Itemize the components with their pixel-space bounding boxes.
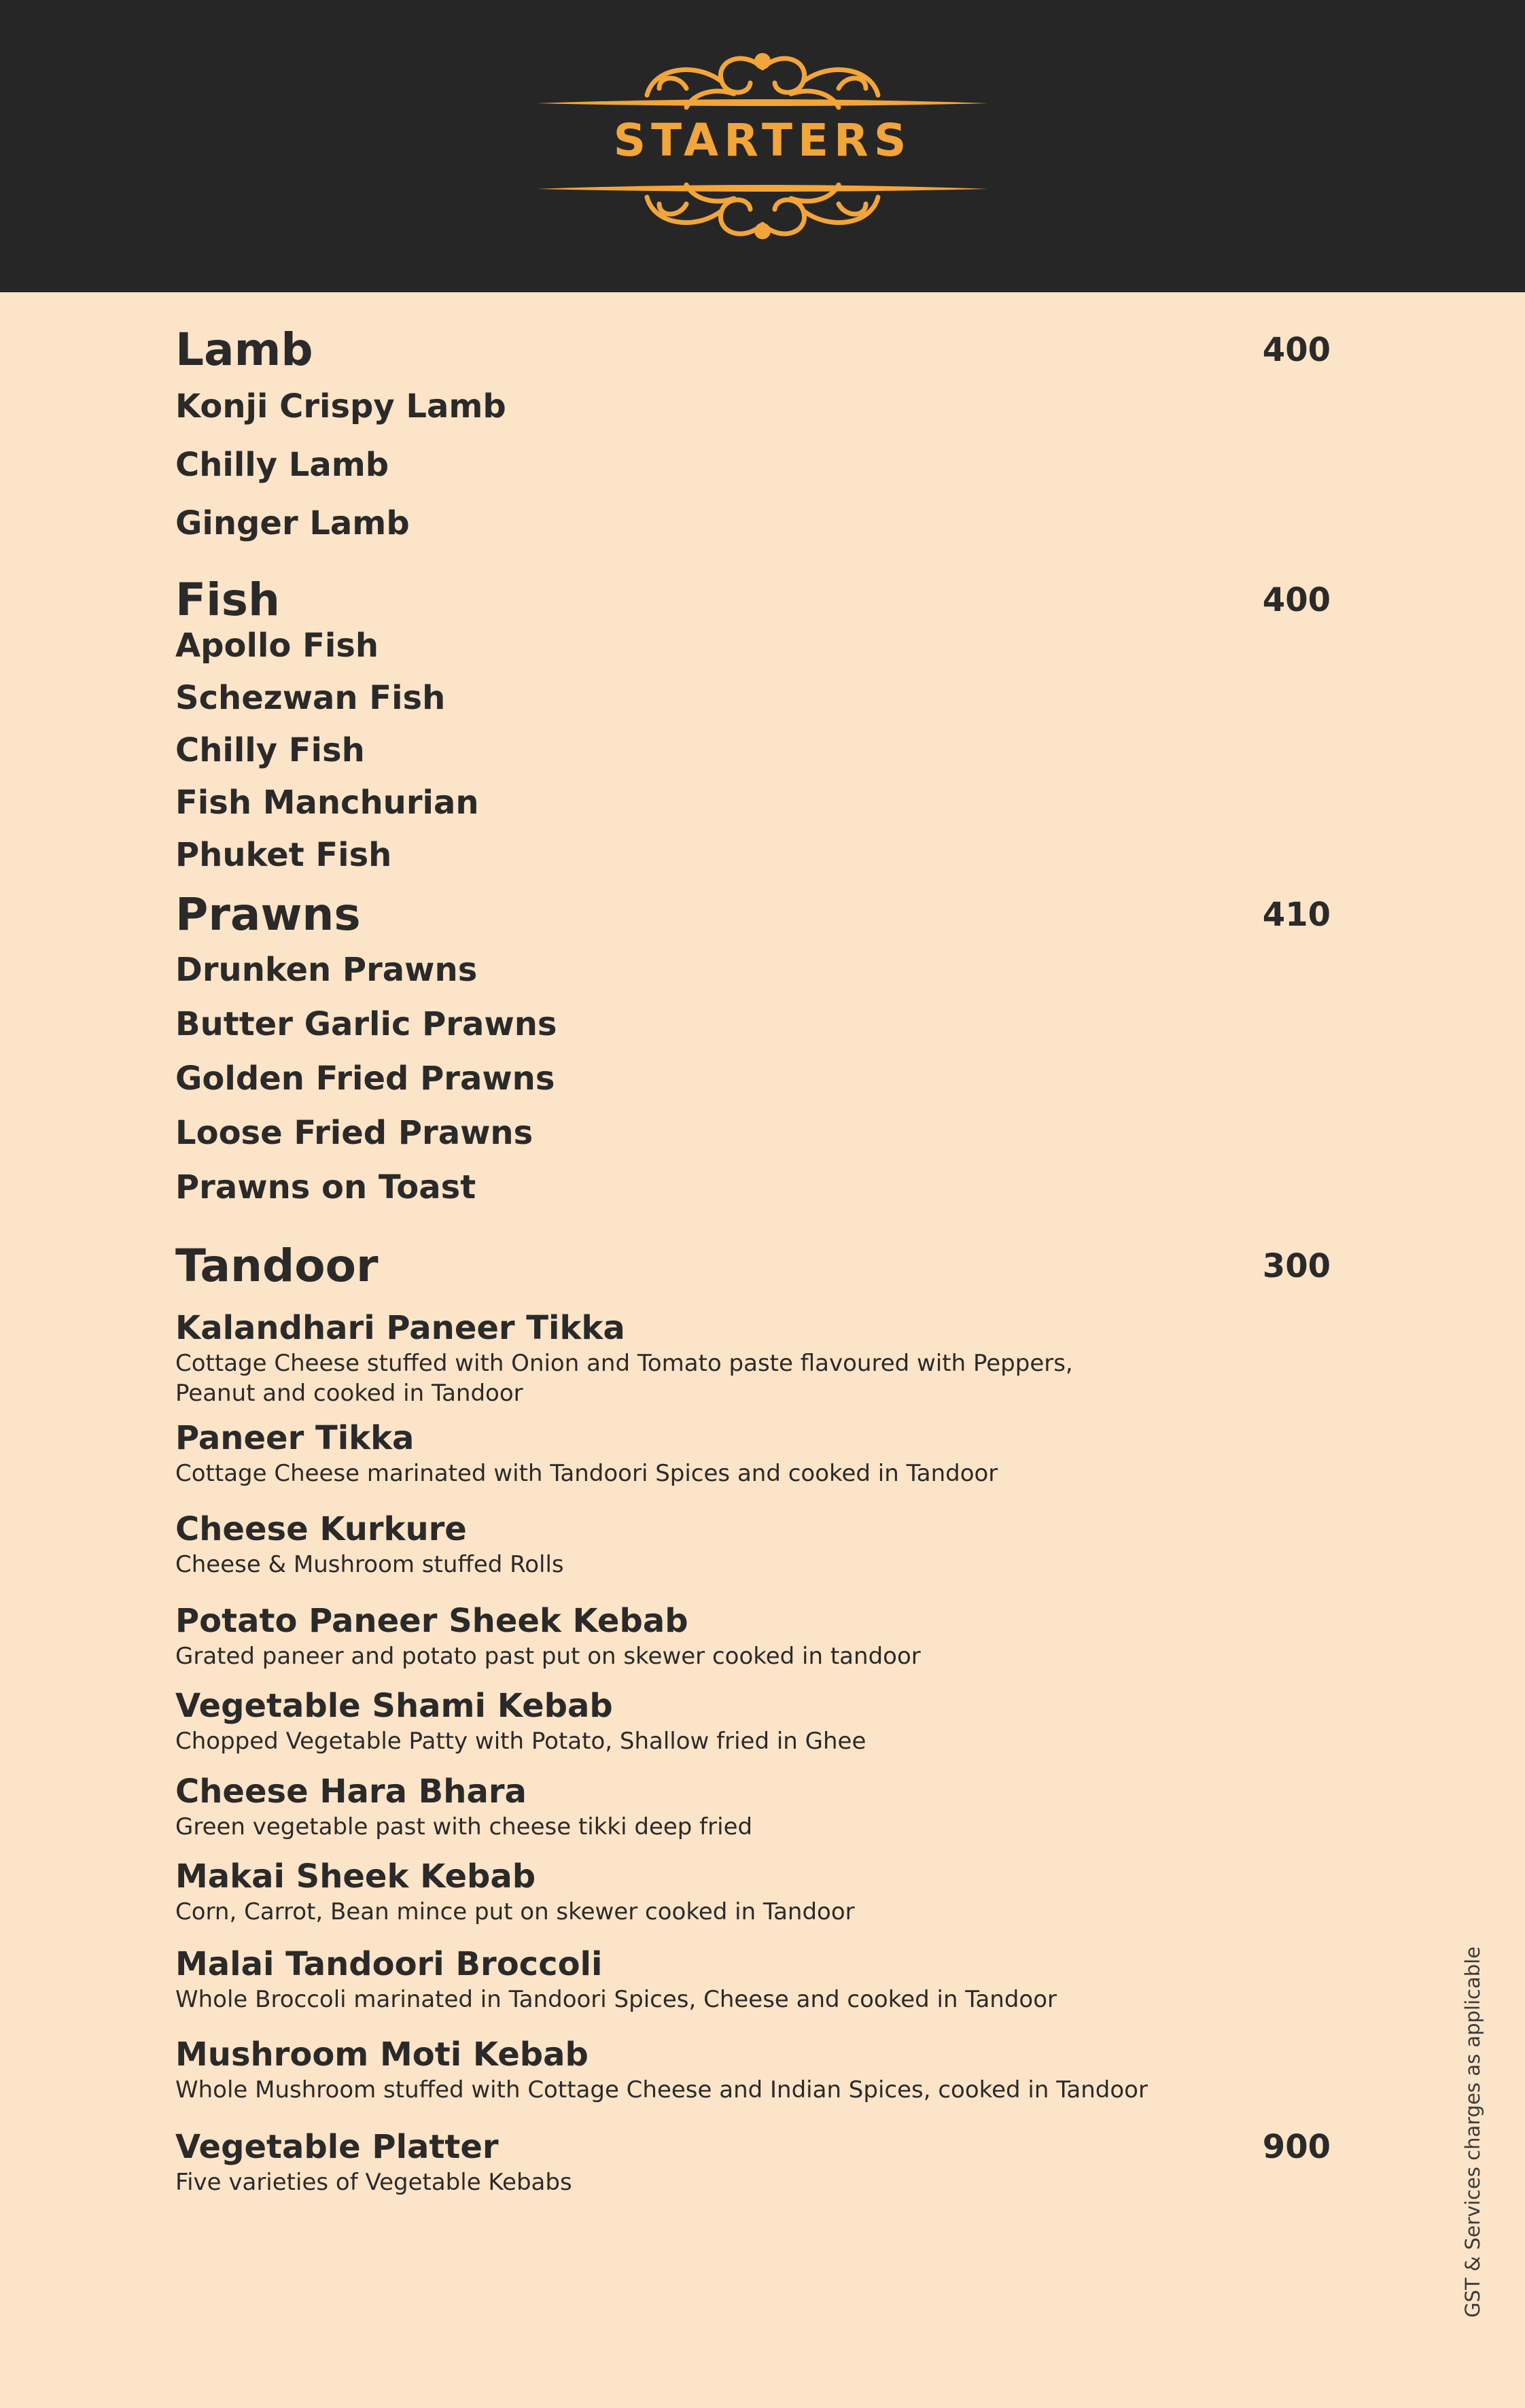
menu-item: Fish Manchurian [175,784,479,822]
item-description: Whole Broccoli marinated in Tandoori Spices, Cheese and cooked in Tandoor [175,1986,1057,2013]
section-heading-lamb [175,323,1331,377]
item-description: Whole Mushroom stuffed with Cottage Cheese and Indian Spices, cooked in Tandoor [175,2076,1148,2104]
menu-item: Schezwan Fish [175,679,446,717]
menu-item: Golden Fried Prawns [175,1060,555,1098]
item-name: Paneer Tikka [175,1419,415,1457]
item-description: Green vegetable past with cheese tikki deep fried [175,1813,753,1840]
menu-item [175,1856,1331,1927]
menu-item: Prawns on Toast [175,1168,476,1206]
item-price: 900 [1262,2128,1331,2166]
item-name: Vegetable Shami Kebab [175,1687,613,1725]
item-name: Potato Paneer Sheek Kebab [175,1602,688,1640]
section-name: Fish [175,574,280,626]
item-name: Mushroom Moti Kebab [175,2036,589,2074]
page-header [0,0,1525,292]
menu-item [175,1418,1331,1488]
item-name: Kalandhari Paneer Tikka [175,1309,625,1347]
menu-item: Phuket Fish [175,836,392,874]
item-description: Grated paneer and potato past put on skewer cooked in tandoor [175,1643,921,1670]
section-price: 410 [1262,896,1331,934]
menu-item: Apollo Fish [175,627,379,665]
menu-item [175,1601,1331,1671]
menu-item: Chilly Fish [175,731,365,769]
page-title: STARTERS [613,114,912,167]
item-name: Vegetable Platter [175,2128,499,2166]
section-heading-tandoor [175,1239,1331,1293]
menu-item [175,2034,1331,2105]
menu-item [175,1771,1331,1842]
section-heading-prawns [175,888,1331,942]
section-price: 300 [1262,1247,1331,1285]
menu-item [175,1308,1331,1408]
menu-item: Loose Fried Prawns [175,1114,533,1152]
menu-item [175,2127,1331,2197]
menu-item [175,1686,1331,1756]
section-name: Tandoor [175,1240,379,1292]
item-description: Cottage Cheese marinated with Tandoori Spices and cooked in Tandoor [175,1460,998,1487]
menu-item: Butter Garlic Prawns [175,1005,557,1043]
item-name: Malai Tandoori Broccoli [175,1945,603,1983]
item-name: Makai Sheek Kebab [175,1857,536,1896]
item-description: Cheese & Mushroom stuffed Rolls [175,1551,564,1578]
menu-item [175,1944,1331,2014]
item-name: Cheese Hara Bhara [175,1773,527,1811]
item-description: Corn, Carrot, Bean mince put on skewer cooked in Tandoor [175,1898,855,1925]
section-name: Lamb [175,324,313,376]
section-heading-fish [175,573,1331,627]
section-price: 400 [1262,581,1331,619]
section-name: Prawns [175,888,361,941]
menu-item: Ginger Lamb [175,504,410,542]
tax-footnote: GST & Services charges as applicable [1461,1946,1484,2318]
item-description: Chopped Vegetable Patty with Potato, Shallow fried in Ghee [175,1728,866,1755]
menu-item: Chilly Lamb [175,446,389,484]
menu-item: Drunken Prawns [175,951,478,989]
menu-item: Konji Crispy Lamb [175,387,506,425]
item-name: Cheese Kurkure [175,1510,467,1548]
item-description: Cottage Cheese stuffed with Onion and Tomato paste flavoured with Peppers, Peanut and cooked in Tandoor [175,1350,1073,1407]
item-description: Five varieties of Vegetable Kebabs [175,2169,572,2196]
menu-item [175,1509,1331,1580]
section-price: 400 [1262,331,1331,369]
